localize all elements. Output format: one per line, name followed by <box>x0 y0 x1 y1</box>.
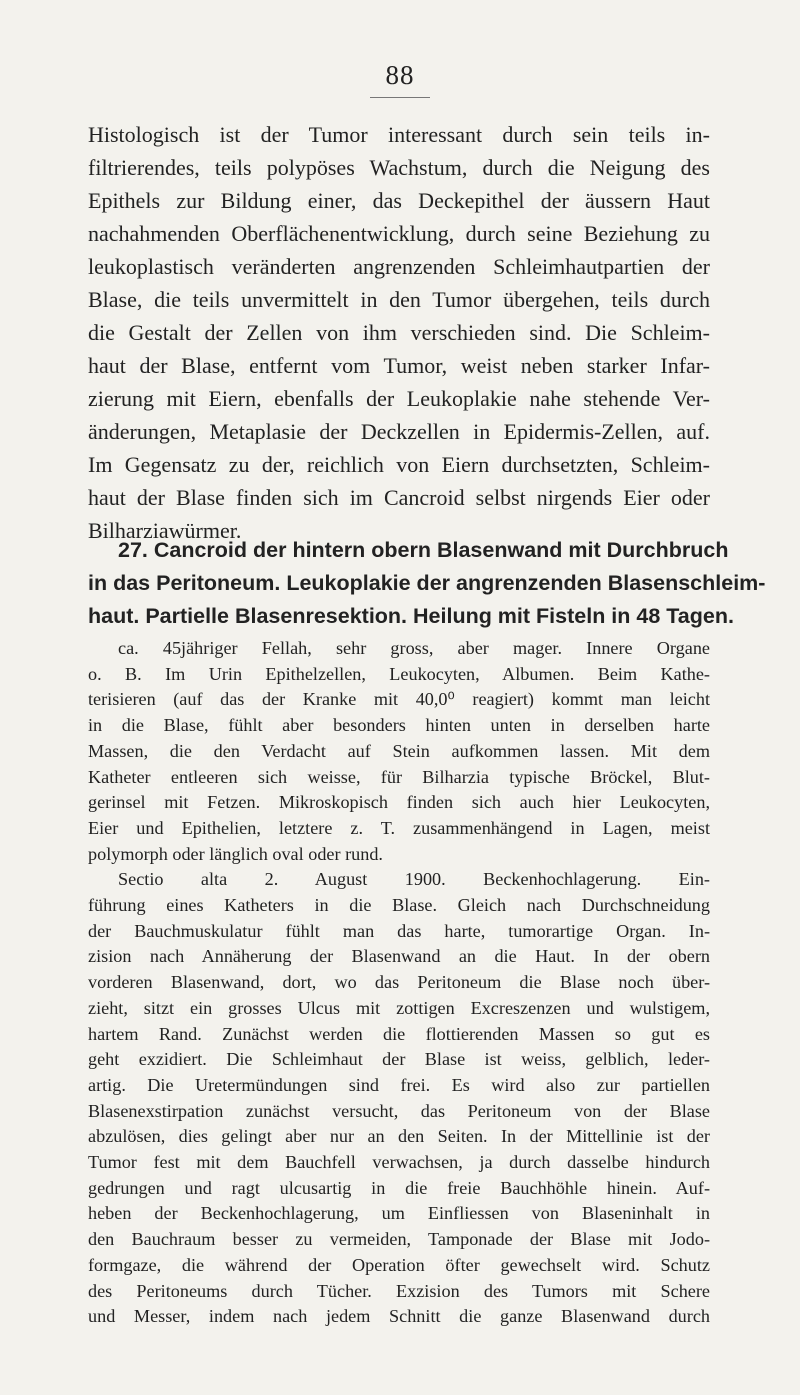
intro-line: leukoplastisch veränderten angrenzenden Schleimhautpartien der <box>88 254 710 279</box>
intro-line: Epithels zur Bildung einer, das Deckepithel der äussern Haut <box>88 188 710 213</box>
body-line: artig. Die Uretermündungen sind frei. Es wird also zur partiellen <box>88 1074 710 1095</box>
body-line: Sectio alta 2. August 1900. Beckenhochlagerung. Ein- <box>118 869 710 890</box>
body-line: zision nach Annäherung der Blasenwand an die Haut. In der obern <box>88 946 710 967</box>
body-line: des Peritoneums durch Tücher. Exzision des Tumors mit Schere <box>88 1280 710 1301</box>
intro-line: haut der Blase, entfernt vom Tumor, weist neben starker Infar- <box>88 353 710 378</box>
body-line: Massen, die den Verdacht auf Stein aufkommen lassen. Mit dem <box>88 740 710 761</box>
intro-line: filtrierendes, teils polypöses Wachstum, durch die Neigung des <box>88 155 710 180</box>
body-line: geht exzidiert. Die Schleimhaut der Blase ist weiss, gelblich, leder- <box>88 1049 710 1070</box>
intro-line: haut der Blase finden sich im Cancroid selbst nirgends Eier oder <box>88 485 710 510</box>
body-line: Katheter entleeren sich weisse, für Bilharzia typische Bröckel, Blut- <box>88 766 710 787</box>
intro-paragraph <box>88 118 710 547</box>
heading-line: in das Peritoneum. Leukoplakie der angrenzenden Blasenschleim- <box>88 571 766 595</box>
body-line: Tumor fest mit dem Bauchfell verwachsen, ja durch dasselbe hindurch <box>88 1152 710 1173</box>
body-line: ca. 45jähriger Fellah, sehr gross, aber mager. Innere Organe <box>118 638 710 658</box>
body-line: Eier und Epithelien, letztere z. T. zusammenhängend in Lagen, meist <box>88 817 710 838</box>
body-line: und Messer, indem nach jedem Schnitt die ganze Blasenwand durch <box>88 1306 710 1327</box>
intro-line: änderungen, Metaplasie der Deckzellen in Epidermis-Zellen, auf. <box>88 419 710 444</box>
body-line: o. B. Im Urin Epithelzellen, Leukocyten, Albumen. Beim Kathe- <box>88 663 710 684</box>
body-line: Blasenexstirpation zunächst versucht, das Peritoneum von der Blase <box>88 1100 710 1121</box>
heading-line: haut. Partielle Blasenresektion. Heilung mit Fisteln in 48 Tagen. <box>88 604 734 628</box>
body-line: den Bauchraum besser zu vermeiden, Tamponade der Blase mit Jodo- <box>88 1229 710 1250</box>
intro-line: Bilharziawürmer. <box>88 518 242 543</box>
page-number: 88 <box>385 60 415 90</box>
intro-line: nachahmenden Oberflächenentwicklung, durch seine Beziehung zu <box>88 221 710 246</box>
case-heading <box>88 534 766 633</box>
intro-line: Im Gegensatz zu der, reichlich von Eiern durchsetzten, Schleim- <box>88 452 710 477</box>
body-line: terisieren (auf das der Kranke mit 40,0⁰ reagiert) kommt man leicht <box>88 689 710 710</box>
body-line: heben der Beckenhochlagerung, um Einfliessen von Blaseninhalt in <box>88 1203 710 1224</box>
body-line: gerinsel mit Fetzen. Mikroskopisch finden sich auch hier Leukocyten, <box>88 792 710 813</box>
intro-line: Blase, die teils unvermittelt in den Tumor übergehen, teils durch <box>88 287 710 312</box>
body-line: abzulösen, dies gelingt aber nur an den Seiten. In der Mittellinie ist der <box>88 1126 710 1147</box>
body-line: gedrungen und ragt ulcusartig in die freie Bauchhöhle hinein. Auf- <box>88 1177 710 1198</box>
page-number-rule <box>370 97 430 98</box>
body-line: vorderen Blasenwand, dort, wo das Peritoneum die Blase noch über- <box>88 972 710 993</box>
body-line: in die Blase, fühlt aber besonders hinten unten in derselben harte <box>88 715 710 736</box>
body-line: führung eines Katheters in die Blase. Gleich nach Durchschneidung <box>88 895 710 916</box>
heading-line: 27. Cancroid der hintern obern Blasenwand mit Durchbruch <box>118 538 729 562</box>
intro-line: die Gestalt der Zellen von ihm verschieden sind. Die Schleim- <box>88 320 710 345</box>
body-line: formgaze, die während der Operation öfter gewechselt wird. Schutz <box>88 1254 710 1275</box>
body-line: polymorph oder länglich oval oder rund. <box>88 843 383 864</box>
body-line: der Bauchmuskulatur fühlt man das harte, tumorartige Organ. In- <box>88 920 710 941</box>
intro-line: zierung mit Eiern, ebenfalls der Leukoplakie nahe stehende Ver- <box>88 386 710 411</box>
case-body <box>88 636 710 1330</box>
intro-line: Histologisch ist der Tumor interessant durch sein teils in- <box>88 122 710 147</box>
body-line: zieht, sitzt ein grosses Ulcus mit zottigen Excreszenzen und wulstigem, <box>88 997 710 1018</box>
body-line: hartem Rand. Zunächst werden die flottierenden Massen so gut es <box>88 1023 710 1044</box>
